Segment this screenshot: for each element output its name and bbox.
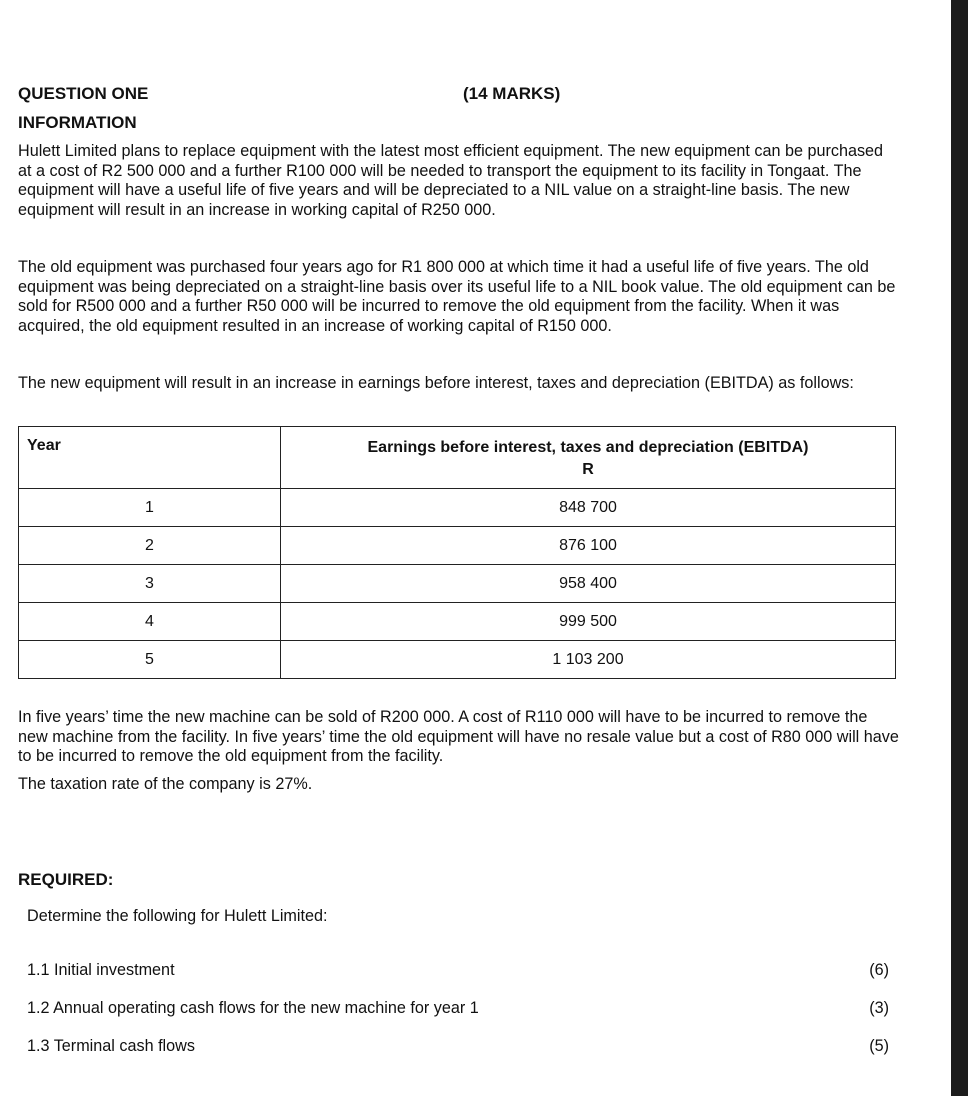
required-title: REQUIRED: (18, 870, 114, 889)
required-item (27, 1037, 889, 1056)
year-cell: 1 (19, 489, 281, 527)
year-cell: 4 (19, 603, 281, 641)
required-item-text: 1.2 Annual operating cash flows for the new machine for year 1 (27, 999, 479, 1017)
ebitda-cell: 876 100 (281, 527, 896, 565)
required-item-marks: (6) (869, 961, 889, 979)
table-row (19, 489, 896, 527)
ebitda-table (18, 426, 896, 679)
header-year: Year (19, 427, 281, 489)
question-marks: (14 MARKS) (463, 84, 561, 103)
information-title: INFORMATION (18, 113, 137, 132)
table-row (19, 527, 896, 565)
question-title: QUESTION ONE (18, 84, 149, 103)
ebitda-cell: 999 500 (281, 603, 896, 641)
header-ebitda (281, 427, 896, 489)
viewer-edge (951, 0, 968, 1096)
ebitda-cell: 848 700 (281, 489, 896, 527)
table-row (19, 565, 896, 603)
information-paragraph-1: Hulett Limited plans to replace equipment with the latest most efficient equipment. The new equipment can be purchased at a cost of R2 500 000 and a further R100 000 will be needed to transport the equipment to its facility in Tongaat. The equipment will have a useful life of five years and will be depreciated to a NIL value on a straight-line basis. The new equipment will result in an increase in working capital of R250 000. (18, 142, 884, 219)
information-paragraph-2: The old equipment was purchased four years ago for R1 800 000 at which time it had a useful life of five years. The old equipment was being depreciated on a straight-line basis over its useful life to a NIL book value. The old equipment can be sold for R500 000 and a further R50 000 will be incurred to remove the old equipment from the facility. When it was acquired, the old equipment resulted in an increase of working capital of R150 000. (18, 258, 896, 335)
header-ebitda-label: Earnings before interest, taxes and depreciation (EBITDA) (367, 439, 809, 456)
ebitda-cell: 958 400 (281, 565, 896, 603)
header-ebitda-unit: R (582, 461, 594, 478)
required-intro: Determine the following for Hulett Limited: (27, 907, 328, 925)
required-item-marks: (5) (869, 1037, 889, 1055)
required-item (27, 999, 889, 1018)
table-row (19, 603, 896, 641)
required-item-text: 1.3 Terminal cash flows (27, 1037, 195, 1055)
tax-rate-paragraph: The taxation rate of the company is 27%. (18, 775, 313, 793)
required-item-marks: (3) (869, 999, 889, 1017)
table-row (19, 641, 896, 679)
year-cell: 3 (19, 565, 281, 603)
information-paragraph-3: The new equipment will result in an increase in earnings before interest, taxes and depreciation (EBITDA) as follows: (18, 374, 854, 392)
year-cell: 2 (19, 527, 281, 565)
ebitda-cell: 1 103 200 (281, 641, 896, 679)
required-item-text: 1.1 Initial investment (27, 961, 175, 979)
table-header-row (19, 427, 896, 489)
disposal-paragraph: In five years’ time the new machine can be sold of R200 000. A cost of R110 000 will have to be incurred to remove the new machine from the facility. In five years’ time the old equipment will have no resale value but a cost of R80 000 will have to be incurred to remove the old equipment from the facility. (18, 708, 899, 765)
question-heading (18, 84, 918, 106)
year-cell: 5 (19, 641, 281, 679)
required-item (27, 961, 889, 980)
